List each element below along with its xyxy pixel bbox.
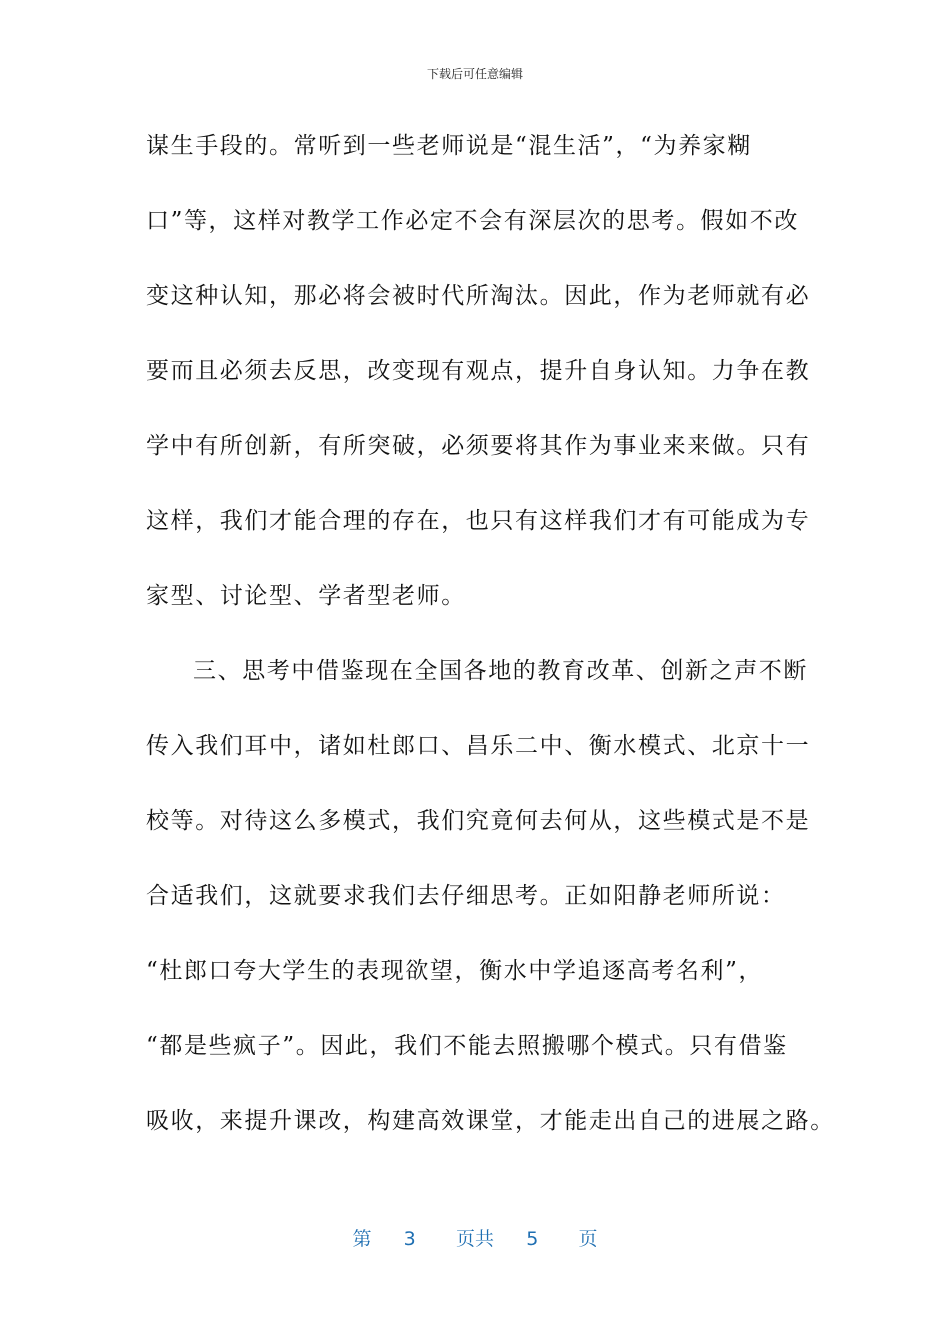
text-line: 学中有所创新，有所突破，必须要将其作为事业来来做。只有 (146, 433, 811, 459)
text-line: “都是些疯子”。因此，我们不能去照搬哪个模式。只有借鉴 (146, 1033, 788, 1059)
footer-prefix: 第 (352, 1228, 372, 1250)
text-line: 家型、讨论型、学者型老师。 (146, 583, 466, 609)
text-line: 传入我们耳中，诸如杜郎口、昌乐二中、衡水模式、北京十一 (146, 733, 811, 759)
section-heading-line: 三、思考中借鉴现在全国各地的教育改革、创新之声不断 (193, 658, 808, 684)
document-body (146, 120, 835, 1170)
text-line: 校等。对待这么多模式，我们究竟何去何从，这些模式是不是 (146, 808, 811, 834)
text-line: 这样，我们才能合理的存在，也只有这样我们才有可能成为专 (146, 508, 811, 534)
text-line: 合适我们，这就要求我们去仔细思考。正如阳静老师所说： (146, 883, 786, 909)
page-footer (0, 1226, 950, 1252)
current-page-number: 3 (403, 1228, 416, 1250)
text-line: “杜郎口夸大学生的表现欲望，衡水中学追逐高考名利”， (146, 958, 764, 984)
footer-middle: 页共 (455, 1228, 494, 1250)
text-line: 要而且必须去反思，改变现有观点，提升自身认知。力争在教 (146, 358, 811, 384)
text-line: 变这种认知，那必将会被时代所淘汰。因此，作为老师就有必 (146, 283, 811, 309)
text-line: 谋生手段的。常听到一些老师说是“混生活”，“为养家糊 (146, 133, 752, 159)
footer-suffix: 页 (578, 1228, 598, 1250)
text-line: 吸收，来提升课改，构建高效课堂，才能走出自己的进展之路。 (146, 1108, 835, 1134)
total-pages-number: 5 (526, 1228, 539, 1250)
page-header: 下载后可任意编辑 (426, 67, 523, 81)
text-line: 口”等，这样对教学工作必定不会有深层次的思考。假如不改 (146, 208, 799, 234)
